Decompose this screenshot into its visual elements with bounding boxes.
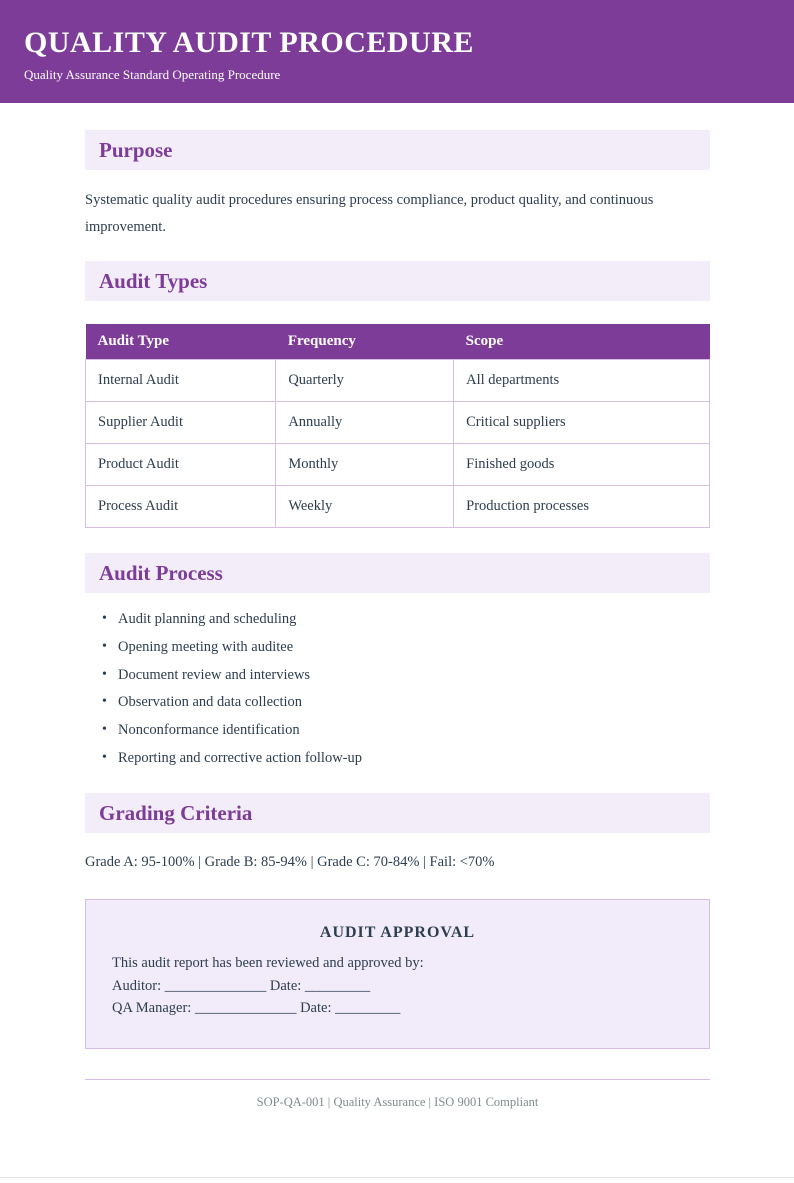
list-item: • Observation and data collection [85,695,710,711]
audit-process-list [85,612,710,768]
approval-qa-manager-signature-line: QA Manager: ______________ Date: _________ [112,1000,401,1017]
list-item: • Opening meeting with auditee [85,640,710,656]
cell-audit-type: Process Audit [86,485,276,527]
list-item: • Document review and interviews [85,668,710,684]
cell-audit-type: Product Audit [86,443,276,485]
page-subtitle: Quality Assurance Standard Operating Procedure [24,67,281,82]
section-heading-audit-types: Audit Types [85,261,710,301]
document-body [85,130,710,1110]
list-item: • Reporting and corrective action follow-up [85,751,710,767]
cell-scope: Production processes [454,485,710,527]
cell-audit-type: Supplier Audit [86,401,276,443]
purpose-paragraph: Systematic quality audit procedures ensuring process compliance, product quality, and continuous improvement. [85,192,654,235]
table-row [86,359,710,401]
list-item: • Audit planning and scheduling [85,612,710,628]
footer-text: SOP-QA-001 | Quality Assurance | ISO 9001 Compliant [256,1094,539,1109]
audit-types-table [85,324,710,528]
approval-auditor-signature-line: Auditor: ______________ Date: _________ [112,977,371,994]
cell-scope: All departments [454,359,710,401]
approval-title: AUDIT APPROVAL [319,924,476,942]
table-row [86,485,710,527]
column-header-audit-type: Audit Type [86,324,276,360]
cell-scope: Critical suppliers [454,401,710,443]
cell-frequency: Quarterly [276,359,454,401]
table-row [86,401,710,443]
cell-frequency: Weekly [276,485,454,527]
column-header-scope: Scope [454,324,710,360]
document-header [0,0,794,103]
page-title: QUALITY AUDIT PROCEDURE [24,26,474,59]
cell-frequency: Annually [276,401,454,443]
table-header-row [86,324,710,360]
section-heading-purpose: Purpose [85,130,710,170]
cell-scope: Finished goods [454,443,710,485]
approval-intro-line: This audit report has been reviewed and approved by: [112,955,424,972]
section-heading-audit-process: Audit Process [85,553,710,593]
cell-frequency: Monthly [276,443,454,485]
column-header-frequency: Frequency [276,324,454,360]
footer-divider [85,1079,710,1080]
table-row [86,443,710,485]
cell-audit-type: Internal Audit [86,359,276,401]
list-item: • Nonconformance identification [85,723,710,739]
section-heading-grading-criteria: Grading Criteria [85,793,710,833]
audit-approval-box [85,899,710,1048]
page-bottom-edge [0,1177,794,1178]
grading-criteria-text: Grade A: 95-100% | Grade B: 85-94% | Grade C: 70-84% | Fail: <70% [85,854,495,871]
